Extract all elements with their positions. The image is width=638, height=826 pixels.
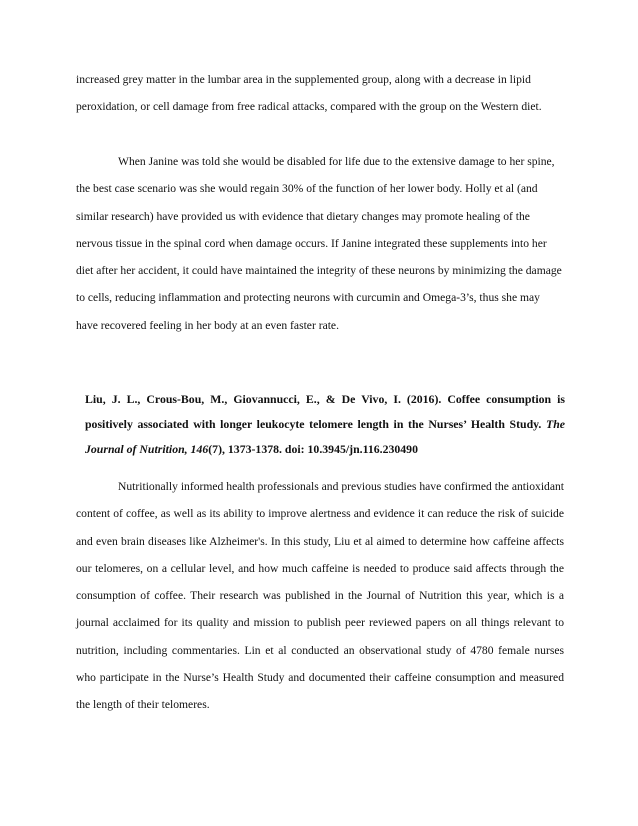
reference-citation xyxy=(85,387,565,462)
citation-journal: The Journal of Nutrition, 146 xyxy=(85,417,565,456)
body-paragraph: When Janine was told she would be disabled for life due to the extensive damage to her spine, the best case scenario was she would regain 30% of the function of her lower body. Holly et al (and similar research) have provided us with evidence that dietary changes may promote healing of the nervous tissue in the spinal cord when damage occurs. If Janine integrated these supplements into her diet after her accident, it could have maintained the integrity of these neurons by minimizing the damage to cells, reducing inflammation and protecting neurons with curcumin and Omega-3’s, thus she may have recovered feeling in her body at an even faster rate. xyxy=(76,155,562,332)
citation-authors-title: Liu, J. L., Crous-Bou, M., Giovannucci, E., & De Vivo, I. (2016). Coffee consumption is positively associated with longer leukocyte telomere length in the Nurses’ Health Study. xyxy=(85,392,565,431)
body-paragraph: Nutritionally informed health professionals and previous studies have confirmed the antioxidant content of coffee, as well as its ability to improve alertness and evidence it can reduce the risk of suicide and even brain diseases like Alzheimer's. In this study, Liu et al aimed to determine how caffeine affects our telomeres, on a cellular level, and how much caffeine is needed to produce said affects through the consumption of coffee. Their research was published in the Journal of Nutrition this year, which is a journal acclaimed for its quality and mission to publish peer reviewed papers on all things relevant to nutrition, including commentaries. Lin et al conducted an observational study of 4780 female nurses who participate in the Nurse’s Health Study and documented their caffeine consumption and measured the length of their telomeres. xyxy=(76,480,564,712)
body-paragraph: increased grey matter in the lumbar area in the supplemented group, along with a decrease in lipid peroxidation, or cell damage from free radical attacks, compared with the group on the Western diet. xyxy=(76,73,542,114)
citation-details: (7), 1373-1378. doi: 10.3945/jn.116.230490 xyxy=(208,442,418,456)
